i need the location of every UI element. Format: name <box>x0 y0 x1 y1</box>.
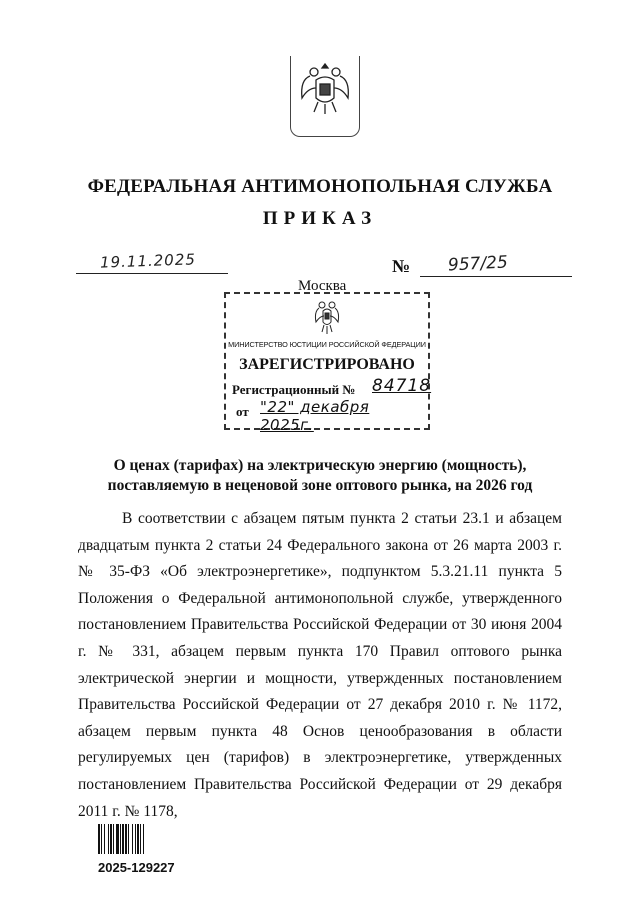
order-subject: О ценах (тарифах) на электрическую энергию (мощность), поставляемую в неценовой зоне оптового рынка, на 2026 год <box>107 457 533 494</box>
barcode-bar <box>108 824 109 854</box>
stamp-eagle-icon <box>314 298 340 336</box>
number-underline <box>420 275 572 277</box>
barcode-bar <box>132 824 133 854</box>
coat-of-arms-emblem <box>290 56 360 137</box>
barcode-bar <box>122 824 124 854</box>
document-code: 2025-129227 <box>98 860 175 875</box>
barcode-bar <box>116 824 119 854</box>
stamp-status: ЗАРЕГИСТРИРОВАНО <box>239 356 415 373</box>
registration-stamp <box>224 292 432 434</box>
agency-title: ФЕДЕРАЛЬНАЯ АНТИМОНОПОЛЬНАЯ СЛУЖБА <box>87 176 553 197</box>
barcode-bar <box>143 824 144 854</box>
number-sign: № <box>392 256 411 276</box>
stamp-from-date: "22" декабря 2025г. <box>260 398 370 434</box>
stamp-regnum-label: Регистрационный № <box>232 382 356 397</box>
stamp-from-label: от <box>236 404 249 419</box>
barcode-bar <box>110 824 112 854</box>
body-paragraph: В соответствии с абзацем пятым пункта 2 статьи 23.1 и абзацем двадцатым пункта 2 статьи 24 Федерального закона от 26 марта 2003 г. № 35-ФЗ «Об электроэнергетике», подпунктом 5.3.21.11 пункта 5 Положения о Федеральной антимонопольной службе, утвержденного постановлением Правительства Российской Федерации от 30 июня 2004 г. № 331, абзацем первым пункта 170 Правил оптового рынка электрической энергии и мощности, утвержденных постановлением Правительства Российской Федерации от 27 декабря 2010 г. № 1172, абзацем первым пункта 48 Основ ценообразования в области регулируемых цен (тарифов) в электроэнергетике, утвержденных постановлением Правительства Российской Федерации от 29 декабря 2011 г. № 1178, <box>78 510 562 820</box>
order-title: ПРИКАЗ <box>262 208 378 229</box>
order-number: 957/25 <box>447 252 509 276</box>
double-headed-eagle-icon <box>296 58 354 120</box>
stamp-regnum: 84718 <box>372 376 432 396</box>
barcode-bar <box>113 824 114 854</box>
city: Москва <box>298 278 347 294</box>
date-underline <box>76 272 228 274</box>
barcode-bar <box>98 824 100 854</box>
barcode-bar <box>137 824 139 854</box>
barcode <box>98 824 172 854</box>
barcode-bar <box>101 824 102 854</box>
order-date: 19.11.2025 <box>99 250 197 272</box>
barcode-bar <box>125 824 127 854</box>
barcode-bar <box>140 824 141 854</box>
barcode-bar <box>104 824 105 854</box>
stamp-ministry: МИНИСТЕРСТВО ЮСТИЦИИ РОССИЙСКОЙ ФЕДЕРАЦИИ <box>228 340 426 349</box>
barcode-bar <box>128 824 129 854</box>
barcode-bar <box>120 824 121 854</box>
barcode-bar <box>135 824 136 854</box>
